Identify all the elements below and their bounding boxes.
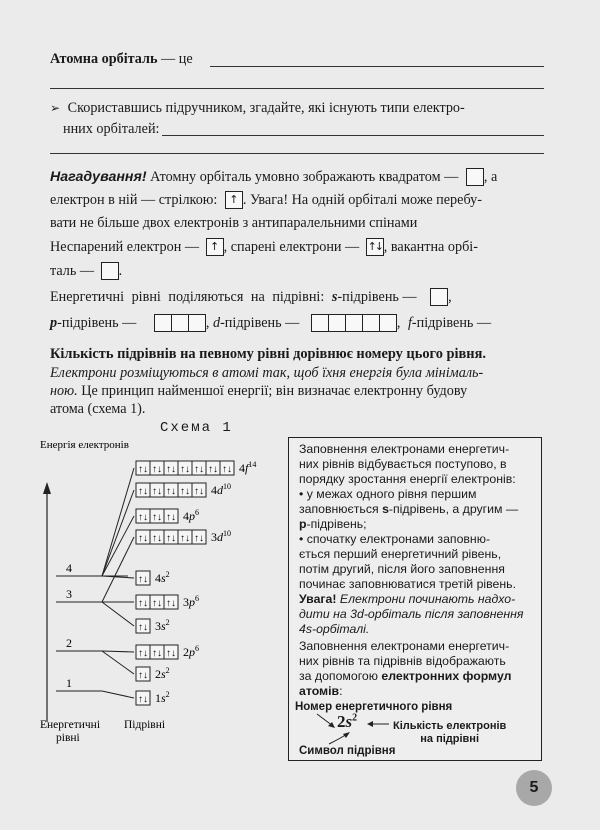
info-p1-1: Заповнення електронами енергетич- xyxy=(299,442,510,456)
vacant-orbital-box xyxy=(101,262,119,280)
paired-arrows-icon: ↑↓ xyxy=(152,533,162,544)
paired-arrows-icon: ↑↓ xyxy=(194,533,204,544)
connector-4f xyxy=(102,468,134,576)
definition-rest: — це xyxy=(157,51,193,67)
definition-line xyxy=(50,50,193,68)
answer-line-task[interactable] xyxy=(162,135,544,136)
sublevel-label-3p: $3p^6$ xyxy=(183,594,199,609)
sublevel-label-3d: $3d^{10}$ xyxy=(211,529,231,544)
unpaired-electron-box: ↑ xyxy=(206,238,224,256)
info-b2-4: починає заповнюватися третій рівень. xyxy=(299,577,517,591)
paired-arrows-icon: ↑↓ xyxy=(138,648,148,659)
task-text-1: Скориставшись підручником, згадайте, які існують типи електро- xyxy=(67,100,465,116)
s-letter: s xyxy=(331,289,338,305)
paired-arrows-icon: ↑↓ xyxy=(180,464,190,475)
reminder-line-7 xyxy=(50,314,491,333)
level-label-4: 4 xyxy=(66,561,72,575)
text-2b: Це принцип найменшої енергії; він визначає електронну будову xyxy=(77,383,468,399)
label-sublevel-symbol: Символ підрівня xyxy=(299,745,396,757)
sublevel-label-4p: $4p^6$ xyxy=(183,508,199,523)
reminder-line-6 xyxy=(50,288,452,307)
label-electron-count: Кількість електронів на підрівні xyxy=(393,720,507,745)
paired-arrows-icon: ↑↓ xyxy=(138,622,148,633)
reminder-line-5 xyxy=(50,262,122,281)
reminder-text-5b: . xyxy=(118,263,123,279)
sublevel-4p xyxy=(136,508,199,523)
label-level-number: Номер енергетичного рівня xyxy=(295,701,453,713)
paired-arrows-icon: ↑↓ xyxy=(166,533,176,544)
level-lines xyxy=(56,561,128,691)
sublevel-label-2s: $2s^2$ xyxy=(155,666,170,681)
paired-arrows-icon: ↑↓ xyxy=(152,598,162,609)
reminder-text-4c: , вакантна орбі- xyxy=(383,239,478,255)
sublevel-label-2p: $2p^6$ xyxy=(183,644,199,659)
paired-arrows-icon: ↑↓ xyxy=(166,648,176,659)
info-b2-1: • спочатку електронами заповню- xyxy=(299,532,491,546)
s-sublevel-box xyxy=(430,288,448,306)
sublevel-2s xyxy=(136,666,170,681)
reminder-text-6b: -підрівень — xyxy=(337,289,417,305)
sublevel-rule: Кількість підрівнів на певному рівні дорівнює номеру цього рівня. xyxy=(50,346,486,362)
page-number: 5 xyxy=(516,770,552,806)
paired-arrows-icon: ↑↓ xyxy=(138,533,148,544)
scheme-title: Схема 1 xyxy=(160,420,233,436)
info-p3-4: атомів: xyxy=(299,684,343,698)
sublevel-label-4f: $4f^{14}$ xyxy=(239,460,257,475)
paired-arrows-icon: ↑↓ xyxy=(152,648,162,659)
arrow-head-icon xyxy=(343,732,350,738)
reminder-text-1-end: , а xyxy=(483,169,498,185)
energy-diagram xyxy=(40,432,290,762)
paired-arrows-icon: ↑↓ xyxy=(138,464,148,475)
info-b1-2: заповнюється s-підрівень, а другим — xyxy=(299,502,519,516)
reminder-text-4a: Неспарений електрон — xyxy=(50,239,200,255)
paired-arrows-icon: ↑↓ xyxy=(138,574,148,585)
connector-1s xyxy=(102,691,134,698)
paired-arrows-icon: ↑↓ xyxy=(166,464,176,475)
text-line-3: атома (схема 1). xyxy=(50,401,146,417)
bottom-label-sublevels: Підрівні xyxy=(124,719,166,731)
sublevel-3d xyxy=(136,529,231,544)
paired-arrows-icon: ↑↓ xyxy=(180,533,190,544)
arrow-head-icon xyxy=(367,721,373,727)
info-warn-3: 4s-орбіталі. xyxy=(299,622,370,636)
reminder-heading: Нагадування! xyxy=(50,169,147,185)
info-warn-2: дити на 3d-орбіталь після заповнення xyxy=(299,607,524,621)
paired-electrons-box: ↑↓ xyxy=(366,238,384,256)
reminder-line-2 xyxy=(50,191,482,210)
reminder-text-7b: , xyxy=(205,315,210,331)
orbital-empty-box xyxy=(466,168,484,186)
answer-line-definition[interactable] xyxy=(210,66,544,67)
paired-arrows-icon: ↑↓ xyxy=(138,694,148,705)
reminder-text-2b: . Увага! На одній орбіталі може перебу- xyxy=(242,192,482,208)
sublevel-1s xyxy=(136,690,170,705)
reminder-text-7a: -підрівень — xyxy=(57,315,137,331)
paired-arrows-icon: ↑↓ xyxy=(166,512,176,523)
sublevel-3s xyxy=(136,618,170,633)
sublevel-label-4s: $4s^2$ xyxy=(155,570,170,585)
sublevel-label-4d: $4d^{10}$ xyxy=(211,482,231,497)
connector-lines xyxy=(102,468,134,698)
p-sublevel-boxes xyxy=(154,315,206,331)
info-p1-3: порядку зростання енергії електронів: xyxy=(299,472,516,486)
sublevel-label-3s: $3s^2$ xyxy=(155,618,170,633)
d-letter: d xyxy=(212,315,221,331)
electron-arrow-box: ↑ xyxy=(225,191,243,209)
sublevel-2p xyxy=(136,644,199,659)
paired-arrows-icon: ↑↓ xyxy=(194,486,204,497)
paired-arrows-icon: ↑↓ xyxy=(152,486,162,497)
axis-label: Енергія електронів xyxy=(40,439,129,451)
info-b1-1: • у межах одного рівня першим xyxy=(299,487,477,501)
info-b2-3: потім другий, після його заповнення xyxy=(299,562,505,576)
level-label-2: 2 xyxy=(66,636,72,650)
paired-arrows-icon: ↑↓ xyxy=(138,598,148,609)
axis-arrow-icon xyxy=(43,482,51,494)
sublevel-4f xyxy=(136,460,256,475)
bottom-label-levels-1: Енергетичні xyxy=(40,719,101,731)
paired-arrows-icon: ↑↓ xyxy=(138,486,148,497)
arrow-bullet-icon: ➢ xyxy=(50,101,61,115)
reminder-line-3: вати не більше двох електронів з антипаралельними спінами xyxy=(50,215,418,231)
info-b2-2: ється перший енергетичний рівень, xyxy=(299,547,502,561)
d-sublevel-boxes xyxy=(311,315,397,331)
info-p3-3: за допомогою електронних формул xyxy=(299,669,512,683)
answer-line-definition-2[interactable] xyxy=(50,88,544,89)
reminder-text-6a: Енергетичні рівні поділяються на підрівні: xyxy=(50,289,325,305)
answer-line-task-2[interactable] xyxy=(50,153,544,154)
info-p3-2: них рівнів та підрівнів відображають xyxy=(299,654,506,668)
reminder-text-6end: , xyxy=(448,289,452,305)
bottom-label-levels-2: рівні xyxy=(56,732,80,744)
reminder-text-4b: , спарені електрони — xyxy=(223,239,360,255)
task-line-2: нних орбіталей: xyxy=(63,121,160,137)
paired-arrows-icon: ↑↓ xyxy=(166,598,176,609)
level-label-1: 1 xyxy=(66,676,72,690)
info-b1-3: p-підрівень; xyxy=(299,517,367,531)
paired-arrows-icon: ↑↓ xyxy=(138,512,148,523)
reminder-text-1: Атомну орбіталь умовно зображають квадратом — xyxy=(146,169,459,185)
paired-arrows-icon: ↑↓ xyxy=(194,464,204,475)
sublevel-4d xyxy=(136,482,231,497)
reminder-line-1 xyxy=(50,168,497,187)
f-letter: f xyxy=(407,315,412,331)
paired-arrows-icon: ↑↓ xyxy=(138,670,148,681)
italic-text-2: ною. xyxy=(50,383,78,399)
reminder-text-7c: -підрівень — xyxy=(220,315,300,331)
reminder-text-2a: електрон в ній — стрілкою: xyxy=(50,192,218,208)
formula-arrows xyxy=(289,438,543,762)
definition-term: Атомна орбіталь xyxy=(50,51,158,67)
p-letter: p xyxy=(50,315,58,331)
paired-arrows-icon: ↑↓ xyxy=(208,464,218,475)
sublevel-4s xyxy=(136,570,170,585)
reminder-text-7e: , xyxy=(396,315,401,331)
italic-line-2 xyxy=(50,382,467,400)
connector-2p xyxy=(102,651,134,652)
paired-arrows-icon: ↑↓ xyxy=(166,486,176,497)
task-line-1 xyxy=(50,99,465,117)
info-p1-2: них рівнів відбувається поступово, в xyxy=(299,457,507,471)
info-p3-1: Заповнення електронами енергетич- xyxy=(299,639,510,653)
sublevel-rows xyxy=(136,460,256,705)
info-box xyxy=(288,437,542,761)
italic-line-1: Електрони розміщуються в атомі так, щоб їхня енергія була мінімаль- xyxy=(50,365,484,381)
reminder-text-7g: -підрівень — xyxy=(411,315,492,331)
paired-arrows-icon: ↑↓ xyxy=(222,464,232,475)
info-warn-1: Увага! Електрони починають надхо- xyxy=(299,592,516,606)
connector-2s xyxy=(102,651,134,674)
reminder-text-5a: таль — xyxy=(50,263,95,279)
sublevel-3p xyxy=(136,594,199,609)
paired-arrows-icon: ↑↓ xyxy=(152,512,162,523)
level-label-3: 3 xyxy=(66,587,72,601)
paired-arrows-icon: ↑↓ xyxy=(180,486,190,497)
reminder-line-4 xyxy=(50,238,478,257)
paired-arrows-icon: ↑↓ xyxy=(152,464,162,475)
electron-formula: $2s^2$ xyxy=(337,712,358,731)
sublevel-label-1s: $1s^2$ xyxy=(155,690,170,705)
connector-3s xyxy=(102,602,134,626)
connector-4d xyxy=(102,490,134,576)
